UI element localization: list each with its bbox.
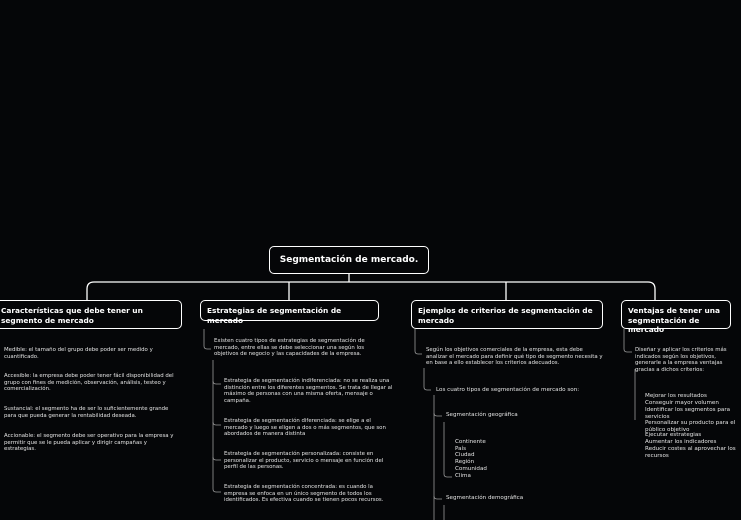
estrategias-item-3: Estrategia de segmentación personalizada: consiste en personalizar el producto, servicio o mensaje en función del perfil de las personas. [224,451,384,471]
caracteristicas-item-4: Accionable: el segmento debe ser operativo para la empresa y permitir que se le pueda aplicar y dirigir campañas y estrategias. [4,433,174,453]
geo-item-2: País [455,446,467,452]
branch-estrategias[interactable] [200,300,379,325]
geo-item-6: Clima [455,473,471,479]
estrategias-item-1: Estrategia de segmentación indiferenciada: no se realiza una distinción entre los diferentes segmentos. Se trata de llegar al máximo de personas con una misma oferta, mensaje o campaña. [224,378,393,404]
ejemplos-intro: Según los objetivos comerciales de la empresa, esta debe analizar el mercado para definir qué tipo de segmento necesita y en base a ello establecer los criterios adecuados. [426,347,603,367]
estrategias-intro: Existen cuatro tipos de estrategias de segmentación de mercado, entre ellas se debe seleccionar una según los objetivos de negocio y las capacidades de la empresa. [214,338,365,358]
branch-ventajas-title: Ventajas de tener una segmentación de mercado [628,306,721,334]
ventajas-item-7: Reducir costes al aprovechar los recursos [645,446,736,459]
geo-item-1: Continente [455,439,486,445]
branch-ejemplos-title: Ejemplos de criterios de segmentación de mercado [418,306,593,325]
caracteristicas-item-2: Accesible: la empresa debe poder tener fácil disponibilidad del grupo con fines de medición, observación, análisis, testeo y comercialización. [4,373,174,393]
caracteristicas-item-3: Sustancial: el segmento ha de ser lo suficientemente grande para que pueda generar la rentabilidad deseada. [4,406,169,419]
ventajas-item-1: Mejorar los resultados [645,393,707,399]
caracteristicas-item-1: Medible: el tamaño del grupo debe poder ser medido y cuantificado. [4,347,153,360]
ejemplos-geografica-label: Segmentación geográfica [446,412,518,418]
estrategias-item-2: Estrategia de segmentación diferenciada: se elige a el mercado y luego se eligen a dos o más segmentos, que son abordados de manera distinta [224,418,386,438]
geo-item-3: Ciudad [455,452,475,458]
branch-ventajas[interactable] [621,300,731,334]
ventajas-item-4: Personalizar su producto para el público objetivo [645,420,736,433]
branch-estrategias-title: Estrategias de segmentación de mercado [207,306,342,325]
ventajas-item-3: Identificar los segmentos para servicios [645,407,731,420]
ejemplos-demografica-label: Segmentación demográfica [446,495,524,501]
branch-ejemplos[interactable] [411,300,603,329]
ventajas-item-5: Ejecutar estrategias [645,432,702,438]
ejemplos-tipos-label: Los cuatro tipos de segmentación de mercado son: [436,387,580,393]
geo-item-5: Comunidad [455,466,487,472]
ventajas-item-6: Aumentar los indicadores [645,439,717,445]
estrategias-item-4: Estrategia de segmentación concentrada: es cuando la empresa se enfoca en un único segmento de todos los identificados. Es efectiva cuando se tienen pocos recursos. [224,484,384,504]
root-title: Segmentación de mercado. [279,255,419,265]
root-node[interactable] [269,246,429,274]
branch-caracteristicas[interactable] [0,300,182,329]
geo-item-4: Región [455,459,475,465]
ventajas-item-2: Conseguir mayor volumen [645,400,719,406]
ventajas-intro: Diseñar y aplicar los criterios más indicados según los objetivos, generarle a la empresa ventajas gracias a dichos criterios: [635,347,727,373]
branch-caracteristicas-title: Características que debe tener un segmento de mercado [1,306,143,325]
